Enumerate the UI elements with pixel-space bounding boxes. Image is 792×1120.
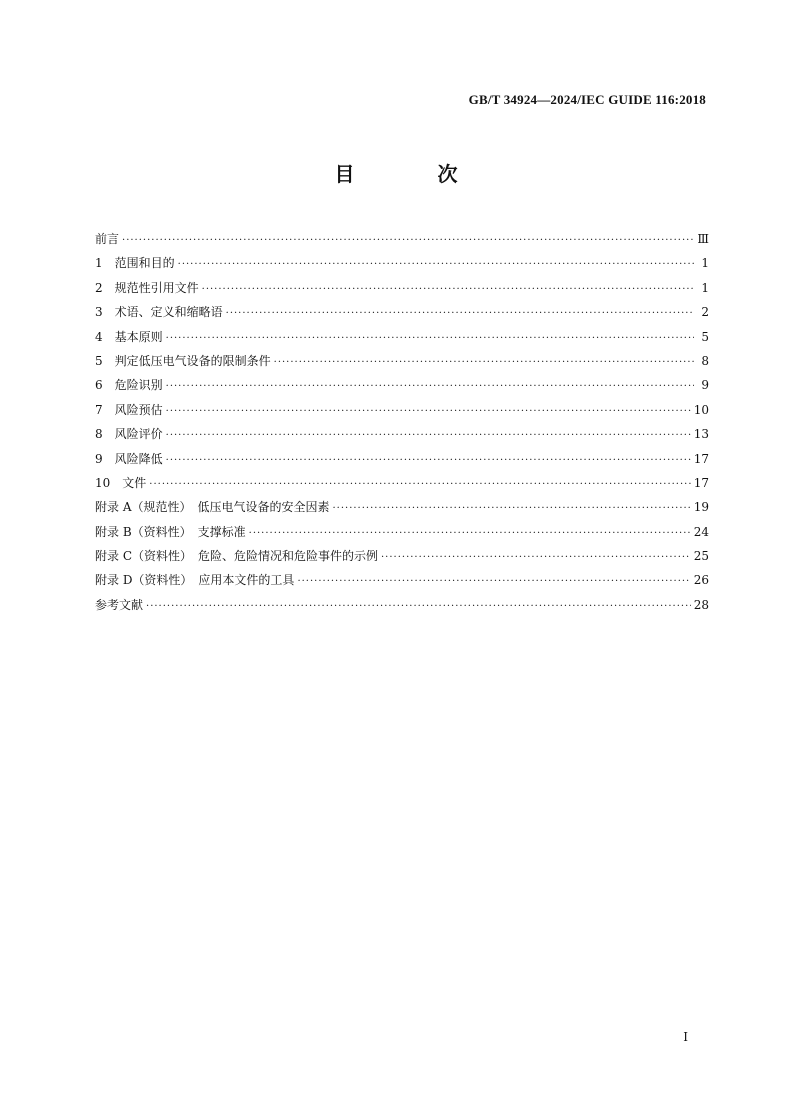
toc-entry-limits[interactable] (95, 349, 709, 373)
toc-entry-label: 附录 A（规范性） 低压电气设备的安全因素 (95, 500, 330, 515)
toc-entry-page: 13 (693, 427, 709, 442)
toc-entry-foreword[interactable] (95, 227, 709, 251)
toc-leader-dots (381, 546, 691, 570)
toc-leader-dots (332, 497, 690, 521)
toc-leader-dots (166, 400, 691, 424)
toc-entry-page: 5 (701, 329, 709, 344)
toc-entry-risk-reduction[interactable] (95, 447, 709, 471)
toc-entry-documentation[interactable] (95, 471, 709, 495)
toc-entry-page: 8 (701, 353, 709, 368)
toc-leader-dots (122, 229, 694, 253)
toc-entry-annex-d[interactable] (95, 568, 709, 592)
toc-entry-page: 28 (693, 597, 709, 612)
toc-entry-page: 17 (693, 475, 709, 490)
toc-leader-dots (178, 253, 694, 277)
toc-entry-normative-references[interactable] (95, 276, 709, 300)
toc-leader-dots (149, 473, 690, 497)
toc-entry-scope[interactable] (95, 251, 709, 275)
toc-leader-dots (166, 424, 691, 448)
toc-leader-dots (274, 351, 694, 375)
toc-entry-label: 前言 (95, 232, 120, 246)
page-number: I (683, 1030, 688, 1044)
toc-entry-page: Ⅲ (697, 232, 709, 246)
toc-entry-label: 3 术语、定义和缩略语 (95, 305, 223, 320)
toc-entry-label: 参考文献 (95, 597, 144, 612)
toc-entry-annex-b[interactable] (95, 520, 709, 544)
toc-leader-dots (226, 302, 694, 326)
toc-entry-label: 7 风险预估 (95, 402, 163, 417)
toc-entry-label: 10 文件 (95, 475, 147, 490)
toc-leader-dots (166, 375, 694, 399)
toc-entry-label: 8 风险评价 (95, 427, 163, 442)
toc-leader-dots (249, 522, 691, 546)
toc-entry-bibliography[interactable] (95, 593, 709, 617)
toc-entry-page: 17 (693, 451, 709, 466)
toc-entry-label: 4 基本原则 (95, 329, 163, 344)
toc-entry-page: 1 (701, 280, 709, 295)
toc-entry-label: 5 判定低压电气设备的限制条件 (95, 353, 271, 368)
toc-leader-dots (166, 327, 694, 351)
toc-entry-page: 1 (701, 256, 709, 271)
toc-entry-page: 19 (693, 500, 709, 515)
page-title: 目 次 (334, 162, 496, 186)
toc-entry-label: 附录 B（资料性） 支撑标准 (95, 524, 246, 539)
toc-entry-annex-c[interactable] (95, 544, 709, 568)
toc-entry-page: 9 (701, 378, 709, 393)
toc-entry-label: 9 风险降低 (95, 451, 163, 466)
toc-entry-page: 26 (693, 573, 709, 588)
toc-entry-page: 24 (693, 524, 709, 539)
standard-number-header: GB/T 34924—2024/IEC GUIDE 116:2018 (468, 92, 706, 107)
toc-leader-dots (166, 449, 691, 473)
toc-entry-page: 25 (693, 549, 709, 564)
toc-entry-hazard-identification[interactable] (95, 373, 709, 397)
toc-entry-risk-estimation[interactable] (95, 398, 709, 422)
toc-entry-label: 附录 C（资料性） 危险、危险情况和危险事件的示例 (95, 549, 378, 564)
toc-entry-label: 2 规范性引用文件 (95, 280, 199, 295)
toc-entry-label: 1 范围和目的 (95, 256, 175, 271)
toc-leader-dots (202, 278, 694, 302)
toc-entry-risk-evaluation[interactable] (95, 422, 709, 446)
toc-entry-label: 附录 D（资料性） 应用本文件的工具 (95, 573, 295, 588)
toc-leader-dots (146, 595, 691, 619)
toc-entry-terms[interactable] (95, 300, 709, 324)
toc-leader-dots (297, 570, 690, 594)
toc-entry-label: 6 危险识别 (95, 378, 163, 393)
toc-entry-page: 2 (701, 305, 709, 320)
toc-entry-page: 10 (693, 402, 709, 417)
toc-entry-annex-a[interactable] (95, 495, 709, 519)
table-of-contents (95, 227, 709, 617)
toc-entry-basic-principles[interactable] (95, 325, 709, 349)
